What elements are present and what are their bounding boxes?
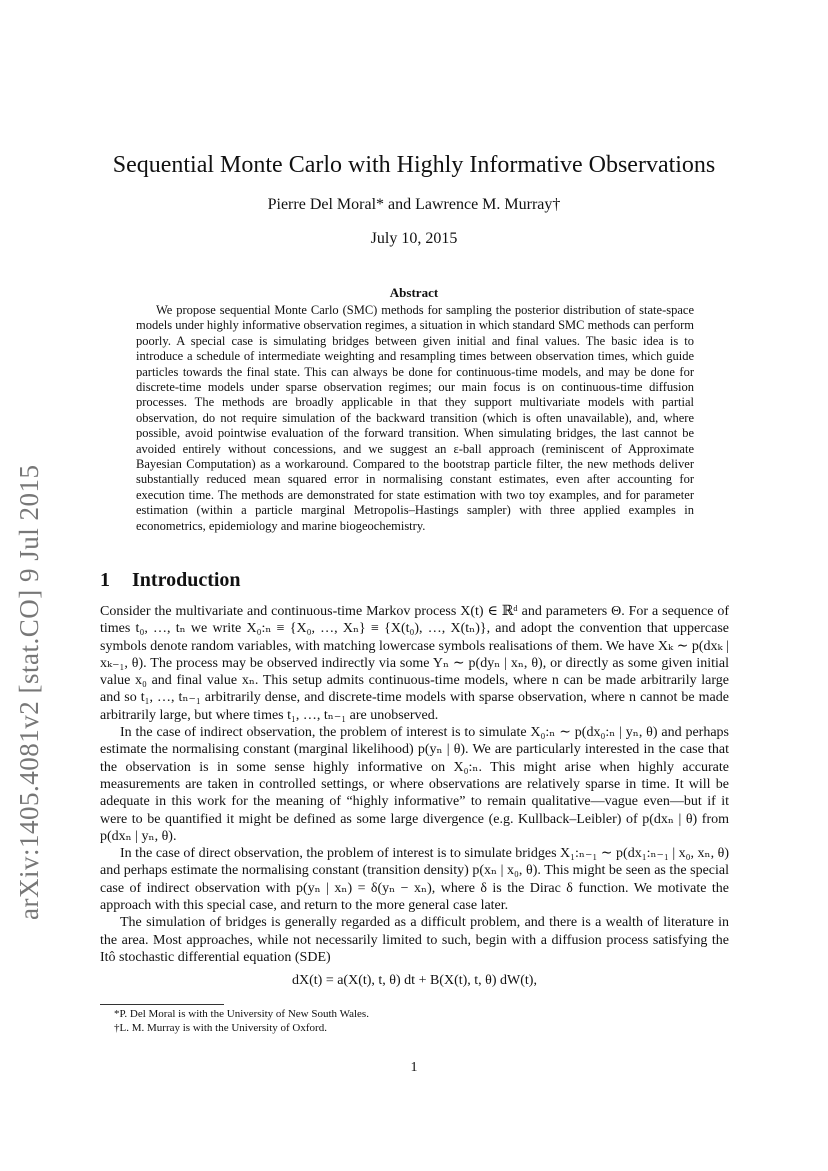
footnote-item: †L. M. Murray is with the University of Oxford. <box>114 1022 327 1034</box>
body-paragraph: Consider the multivariate and continuous-time Markov process X(t) ∈ ℝᵈ and parameters Θ. For a sequence of times t₀, …, tₙ we write X₀:ₙ ≡ {X₀, …, Xₙ} ≡ {X(t₀), …, X(tₙ)}, and adopt the convention that uppercase symbols denote random variables, with matching lowercase symbols realisations of them. We have Xₖ ∼ p(dxₖ | xₖ₋₁, θ). The process may be observed indirectly via some Yₙ ∼ p(dyₙ | xₙ, θ), or directly as some given initial value x₀ and final value xₙ. This setup admits continuous-time models, where n can be made arbitrarily large and so t₁, …, tₙ₋₁ arbitrarily dense, and discrete-time models with sparse observation, where n cannot be made arbitrarily large, but where times t₁, …, tₙ₋₁ are unobserved. <box>100 604 729 723</box>
footnotes <box>100 1007 720 1035</box>
footnote-divider <box>100 1004 224 1005</box>
body-paragraph: In the case of direct observation, the problem of interest is to simulate bridges X₁:ₙ₋₁ ∼ p(dx₁:ₙ₋₁ | x₀, xₙ, θ) and perhaps estimate the normalising constant (transition density) p(xₙ | x₀, θ). This might be seen as the special case of indirect observation with p(yₙ | xₙ) = δ(yₙ − xₙ), where δ is the Dirac δ function. We motivate the approach with this special case, and return to the more general case later. <box>100 846 729 914</box>
section-body <box>100 603 729 992</box>
section-title: Introduction <box>132 569 241 591</box>
paper-title: Sequential Monte Carlo with Highly Informative Observations <box>112 152 716 178</box>
arxiv-identifier-stamp: arXiv:1405.4081v2 [stat.CO] 9 Jul 2015 <box>14 464 44 920</box>
abstract-heading: Abstract <box>389 285 439 300</box>
body-paragraph: In the case of indirect observation, the problem of interest is to simulate X₀:ₙ ∼ p(dx₀:ₙ | yₙ, θ) and perhaps estimate the normalising constant (marginal likelihood) p(yₙ | θ). We are particularly interested in the case that the observation is in some sense highly informative on X₀:ₙ. This might arise when highly accurate measurements are taken in controlled settings, or where observations are relatively sparse in time. It will be adequate in this work for the meaning of “highly informative” to remain qualitative—vague even—but if it were to be quantified it might be defined as some large divergence (e.g. Kullback–Leibler) of p(dxₙ | θ) from p(dxₙ | yₙ, θ). <box>100 725 729 844</box>
page-number: 1 <box>410 1060 418 1075</box>
abstract-text: We propose sequential Monte Carlo (SMC) methods for sampling the posterior distribution of state-space models under highly informative observation regimes, a situation in which standard SMC methods can perform poorly. A special case is simulating bridges between given initial and final values. The basic idea is to introduce a schedule of intermediate weighting and resampling times between observation times, which guide particles towards the final state. This can always be done for continuous-time models, and may be done for discrete-time models under sparse observation regimes; our main focus is on continuous-time diffusion processes. The methods are broadly applicable in that they support multivariate models with partial observation, do not require simulation of the backward transition (which is often unavailable), and, where possible, avoid pointwise evaluation of the forward transition. When simulating bridges, the last cannot be avoided entirely without concessions, and we suggest an ε-ball approach (reminiscent of Approximate Bayesian Computation) as a workaround. Compared to the bootstrap particle filter, the new methods deliver substantially reduced mean squared error in normalising constant estimates, even after accounting for execution time. The methods are demonstrated for state estimation with two toy examples, and for parameter estimation (within a particle marginal Metropolis–Hastings sampler) with three applied examples in econometrics, epidemiology and marine biogeochemistry. <box>136 303 694 533</box>
sde-equation: dX(t) = a(X(t), t, θ) dt + B(X(t), t, θ) dW(t), <box>292 973 537 989</box>
body-paragraph: The simulation of bridges is generally regarded as a difficult problem, and there is a wealth of literature in the area. Most approaches, while not necessarily limited to such, begin with a diffusion process satisfying the Itô stochastic differential equation (SDE) <box>100 915 729 965</box>
paper-authors: Pierre Del Moral* and Lawrence M. Murray† <box>267 196 561 213</box>
section-heading <box>100 569 241 592</box>
section-number: 1 <box>100 569 110 591</box>
paper-date: July 10, 2015 <box>370 230 458 247</box>
footnote-item: *P. Del Moral is with the University of New South Wales. <box>114 1008 369 1020</box>
